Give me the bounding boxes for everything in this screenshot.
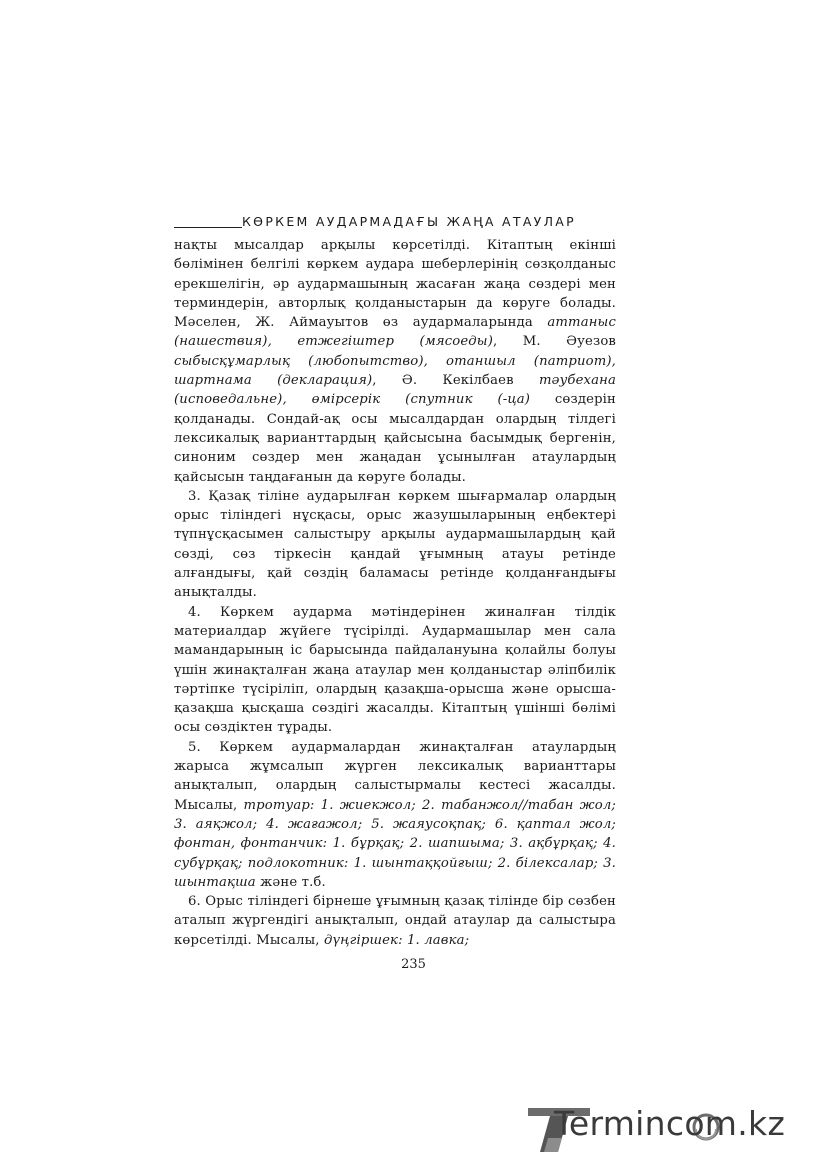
italic-term: тәубехана (исповедальне), өмірсерік (спутник (-ца) — [174, 373, 616, 408]
text-run: 3. Қазақ тіліне аударылған көркем шығармалар олардың орыс тіліндегі нұсқасы, орыс жазушыларының еңбектері түпнұсқасымен салыстыру арқылы аудармашылардың қай сөзді, сөз тіркесін қандай ұғымның атауы ретінде алғандығы, қай сөздің баламасы ретінде қолданғандығы анықталды. — [174, 488, 616, 601]
text-run: 4. Көркем аударма мәтіндерінен жиналған тілдік материалдар жүйеге түсірілді. Аудармашылар мен сала мамандарының іс барысында пайдалануына қолайлы болуы үшін жинақталған жаңа атаулар мен қолданыстар әліпбилік тәртіпке түсіріліп, олардың қазақша-орысша және орысша-қазақша қысқаша сөздігі жасалды. Кітаптың үшінші бөлімі осы сөздіктен тұрады. — [174, 604, 616, 736]
text-run: 5. Көркем аудармалардан жинақталған атаулардың жарыса жұмсалып жүрген лексикалық варианттары анықталып, олардың салыстырмалы кестесі жасалды. Мысалы, — [174, 739, 616, 813]
paragraph — [174, 487, 616, 603]
italic-term: дүңгіршек: 1. лавка; — [323, 932, 470, 948]
running-header — [174, 212, 616, 230]
paragraph — [174, 236, 616, 487]
paragraph — [174, 892, 616, 950]
paragraph — [174, 738, 616, 892]
text-run: және т.б. — [255, 874, 326, 890]
text-run: нақты мысалдар арқылы көрсетілді. Кітаптың екінші бөлімінен белгілі көркем аудара шеберлерінің сөзқолданыс ерекшелігін, әр аудармашының жасаған жаңа сөздері мен терминдерін, авторлық қолданыстарын да көруге болады. Мәселен, Ж. Аймауытов өз аудармаларында — [174, 238, 616, 331]
text-run: 6. Орыс тіліндегі бірнеше ұғымның қазақ тілінде бір сөзбен аталып жүргендігі анықталып, ондай атаулар да салыстыра көрсетілді. Мысалы, — [174, 894, 616, 948]
paragraph — [174, 603, 616, 738]
text-run: , М. Әуезов — [493, 334, 616, 350]
italic-term: сыбысқұмарлық (любопытство), отаншыл (патриот), шартнама (декларация) — [174, 353, 616, 389]
header-rule — [174, 227, 242, 228]
text-run: сөздерін қолданады. Сондай-ақ осы мысалдардан олардың тілдегі лексикалық варианттардың қайсысына басымдық бергенін, синоним сөздер мен жаңадан ұсынылған атаулардың қайсысын таңдағанын да көруге болады. — [174, 392, 616, 485]
body-text — [174, 236, 616, 950]
page-number: 235 — [401, 957, 426, 972]
logo-text: Termincom.kz — [554, 1104, 786, 1143]
termincom-logo — [528, 1094, 818, 1160]
text-run: , Ә. Кекілбаев — [372, 373, 539, 389]
italic-term: тротуар: 1. жиекжол; 2. табанжол//табан жол; 3. аяқжол; 4. жағажол; 5. жаяусоқпақ; 6. қаптал жол; фонтан, фонтанчик: 1. бұрқақ; 2. шапшыма; 3. ақбұрқақ; 4. субұрқақ; подлокотник: 1. шынтаққойғыш; 2. білексалар; 3. шынтақша — [174, 797, 616, 890]
italic-term: аттаныс (нашествия), етжегіштер (мясоеды) — [174, 315, 616, 350]
header-title: КӨРКЕМ АУДАРМАДАҒЫ ЖАҢА АТАУЛАР — [242, 214, 576, 229]
